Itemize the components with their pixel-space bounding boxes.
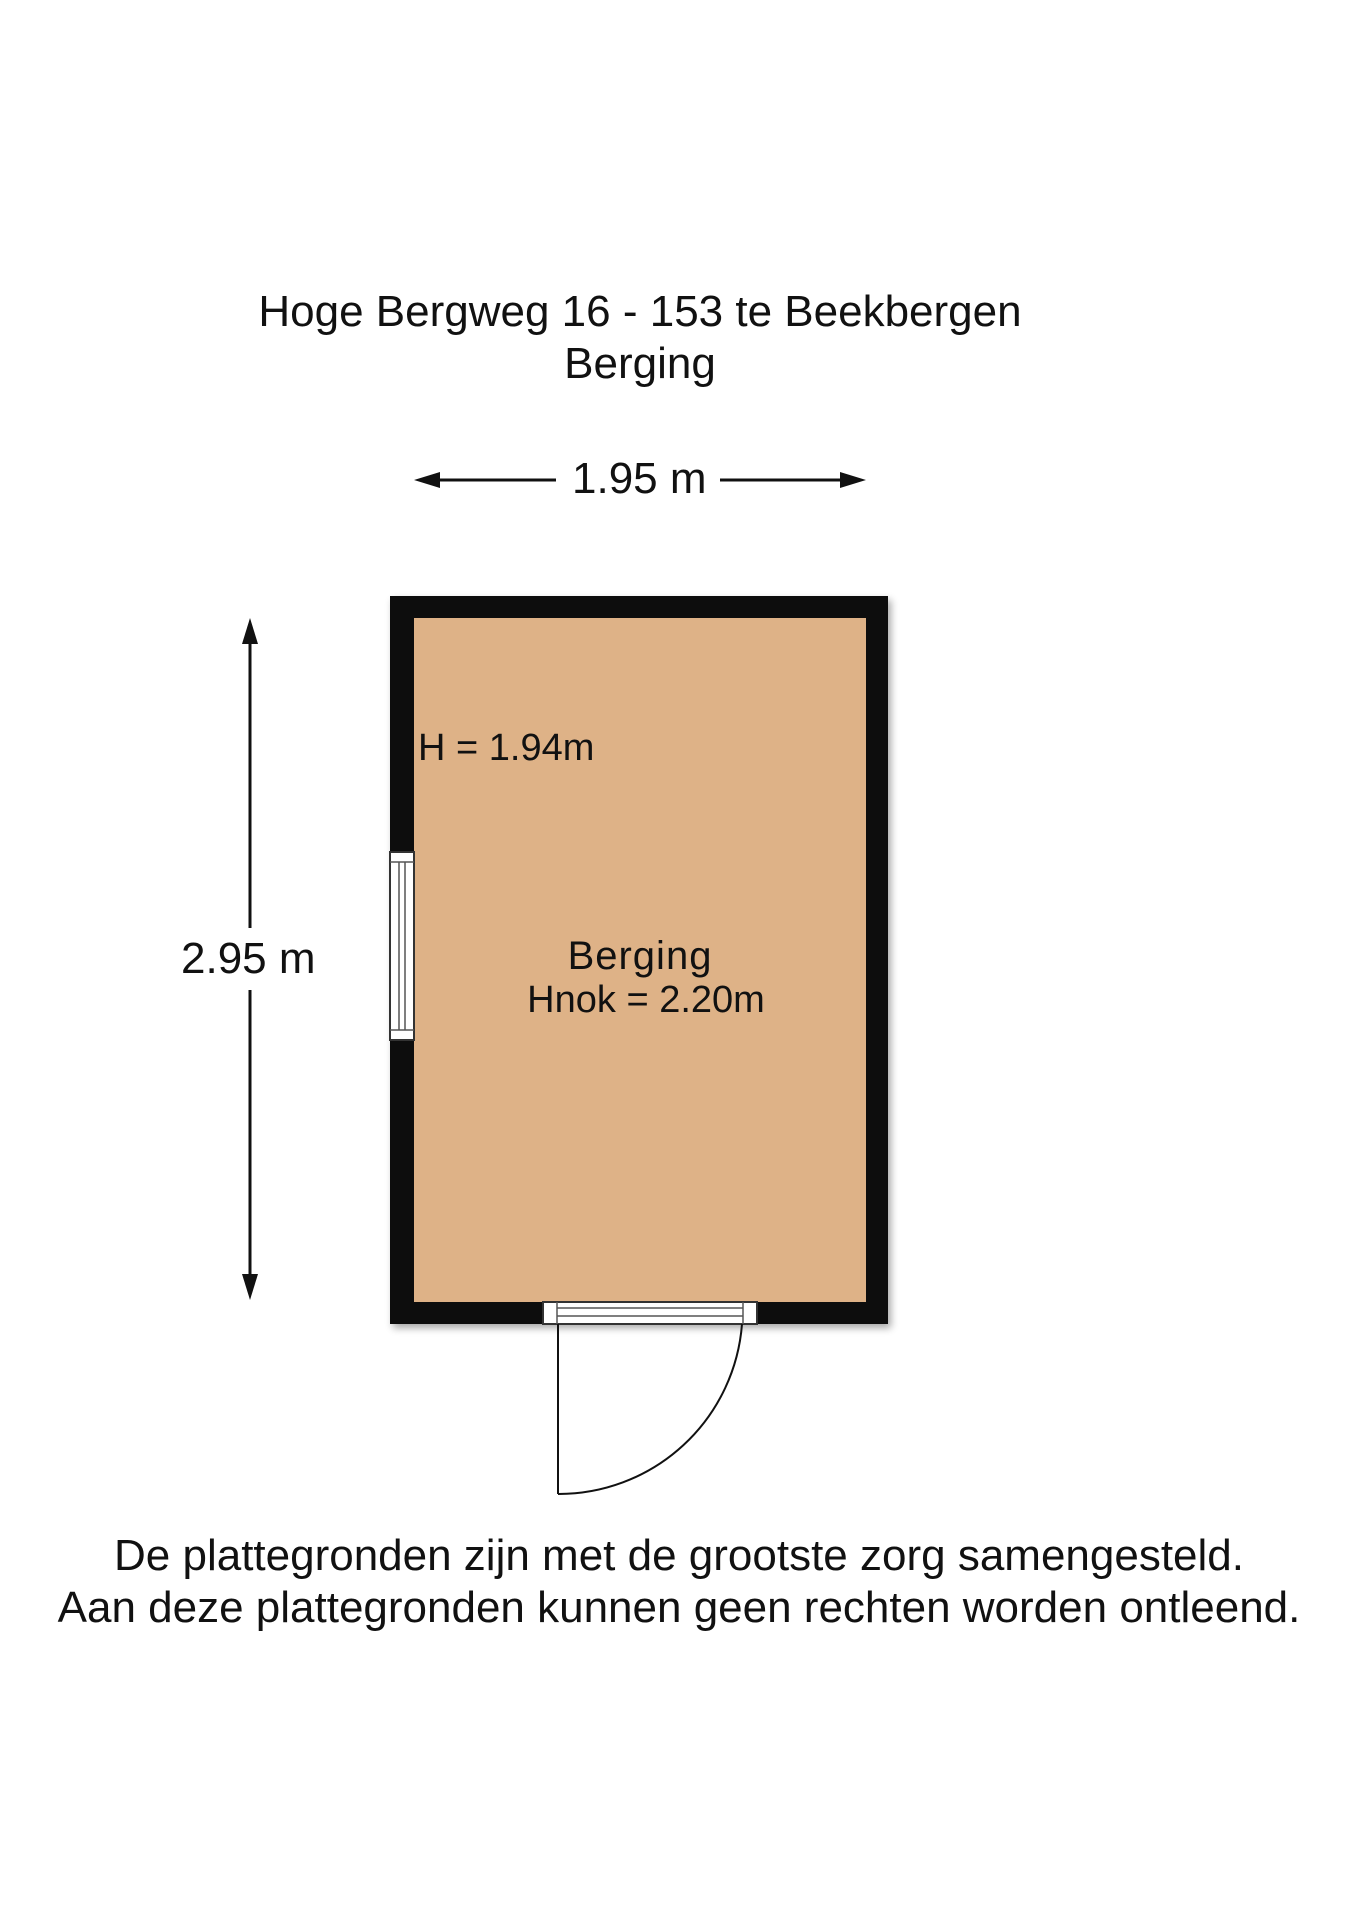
ridge-height-label: Hnok = 2.20m bbox=[527, 979, 765, 1021]
room-name-label: Berging bbox=[567, 934, 713, 978]
window bbox=[390, 852, 414, 1040]
disclaimer-line-2: Aan deze plattegronden kunnen geen rechten worden ontleend. bbox=[57, 1583, 1301, 1632]
width-dimension-label: 1.95 m bbox=[566, 454, 713, 504]
depth-dimension-label: 2.95 m bbox=[175, 934, 322, 984]
wall-height-label: H = 1.94m bbox=[418, 727, 595, 769]
door bbox=[543, 1302, 757, 1494]
floor-title: Berging bbox=[564, 339, 716, 388]
address-title: Hoge Bergweg 16 - 153 te Beekbergen bbox=[258, 287, 1022, 336]
plan-title bbox=[0, 286, 1280, 390]
disclaimer-line-1: De plattegronden zijn met de grootste zorg samengesteld. bbox=[114, 1531, 1244, 1580]
disclaimer bbox=[0, 1530, 1358, 1634]
